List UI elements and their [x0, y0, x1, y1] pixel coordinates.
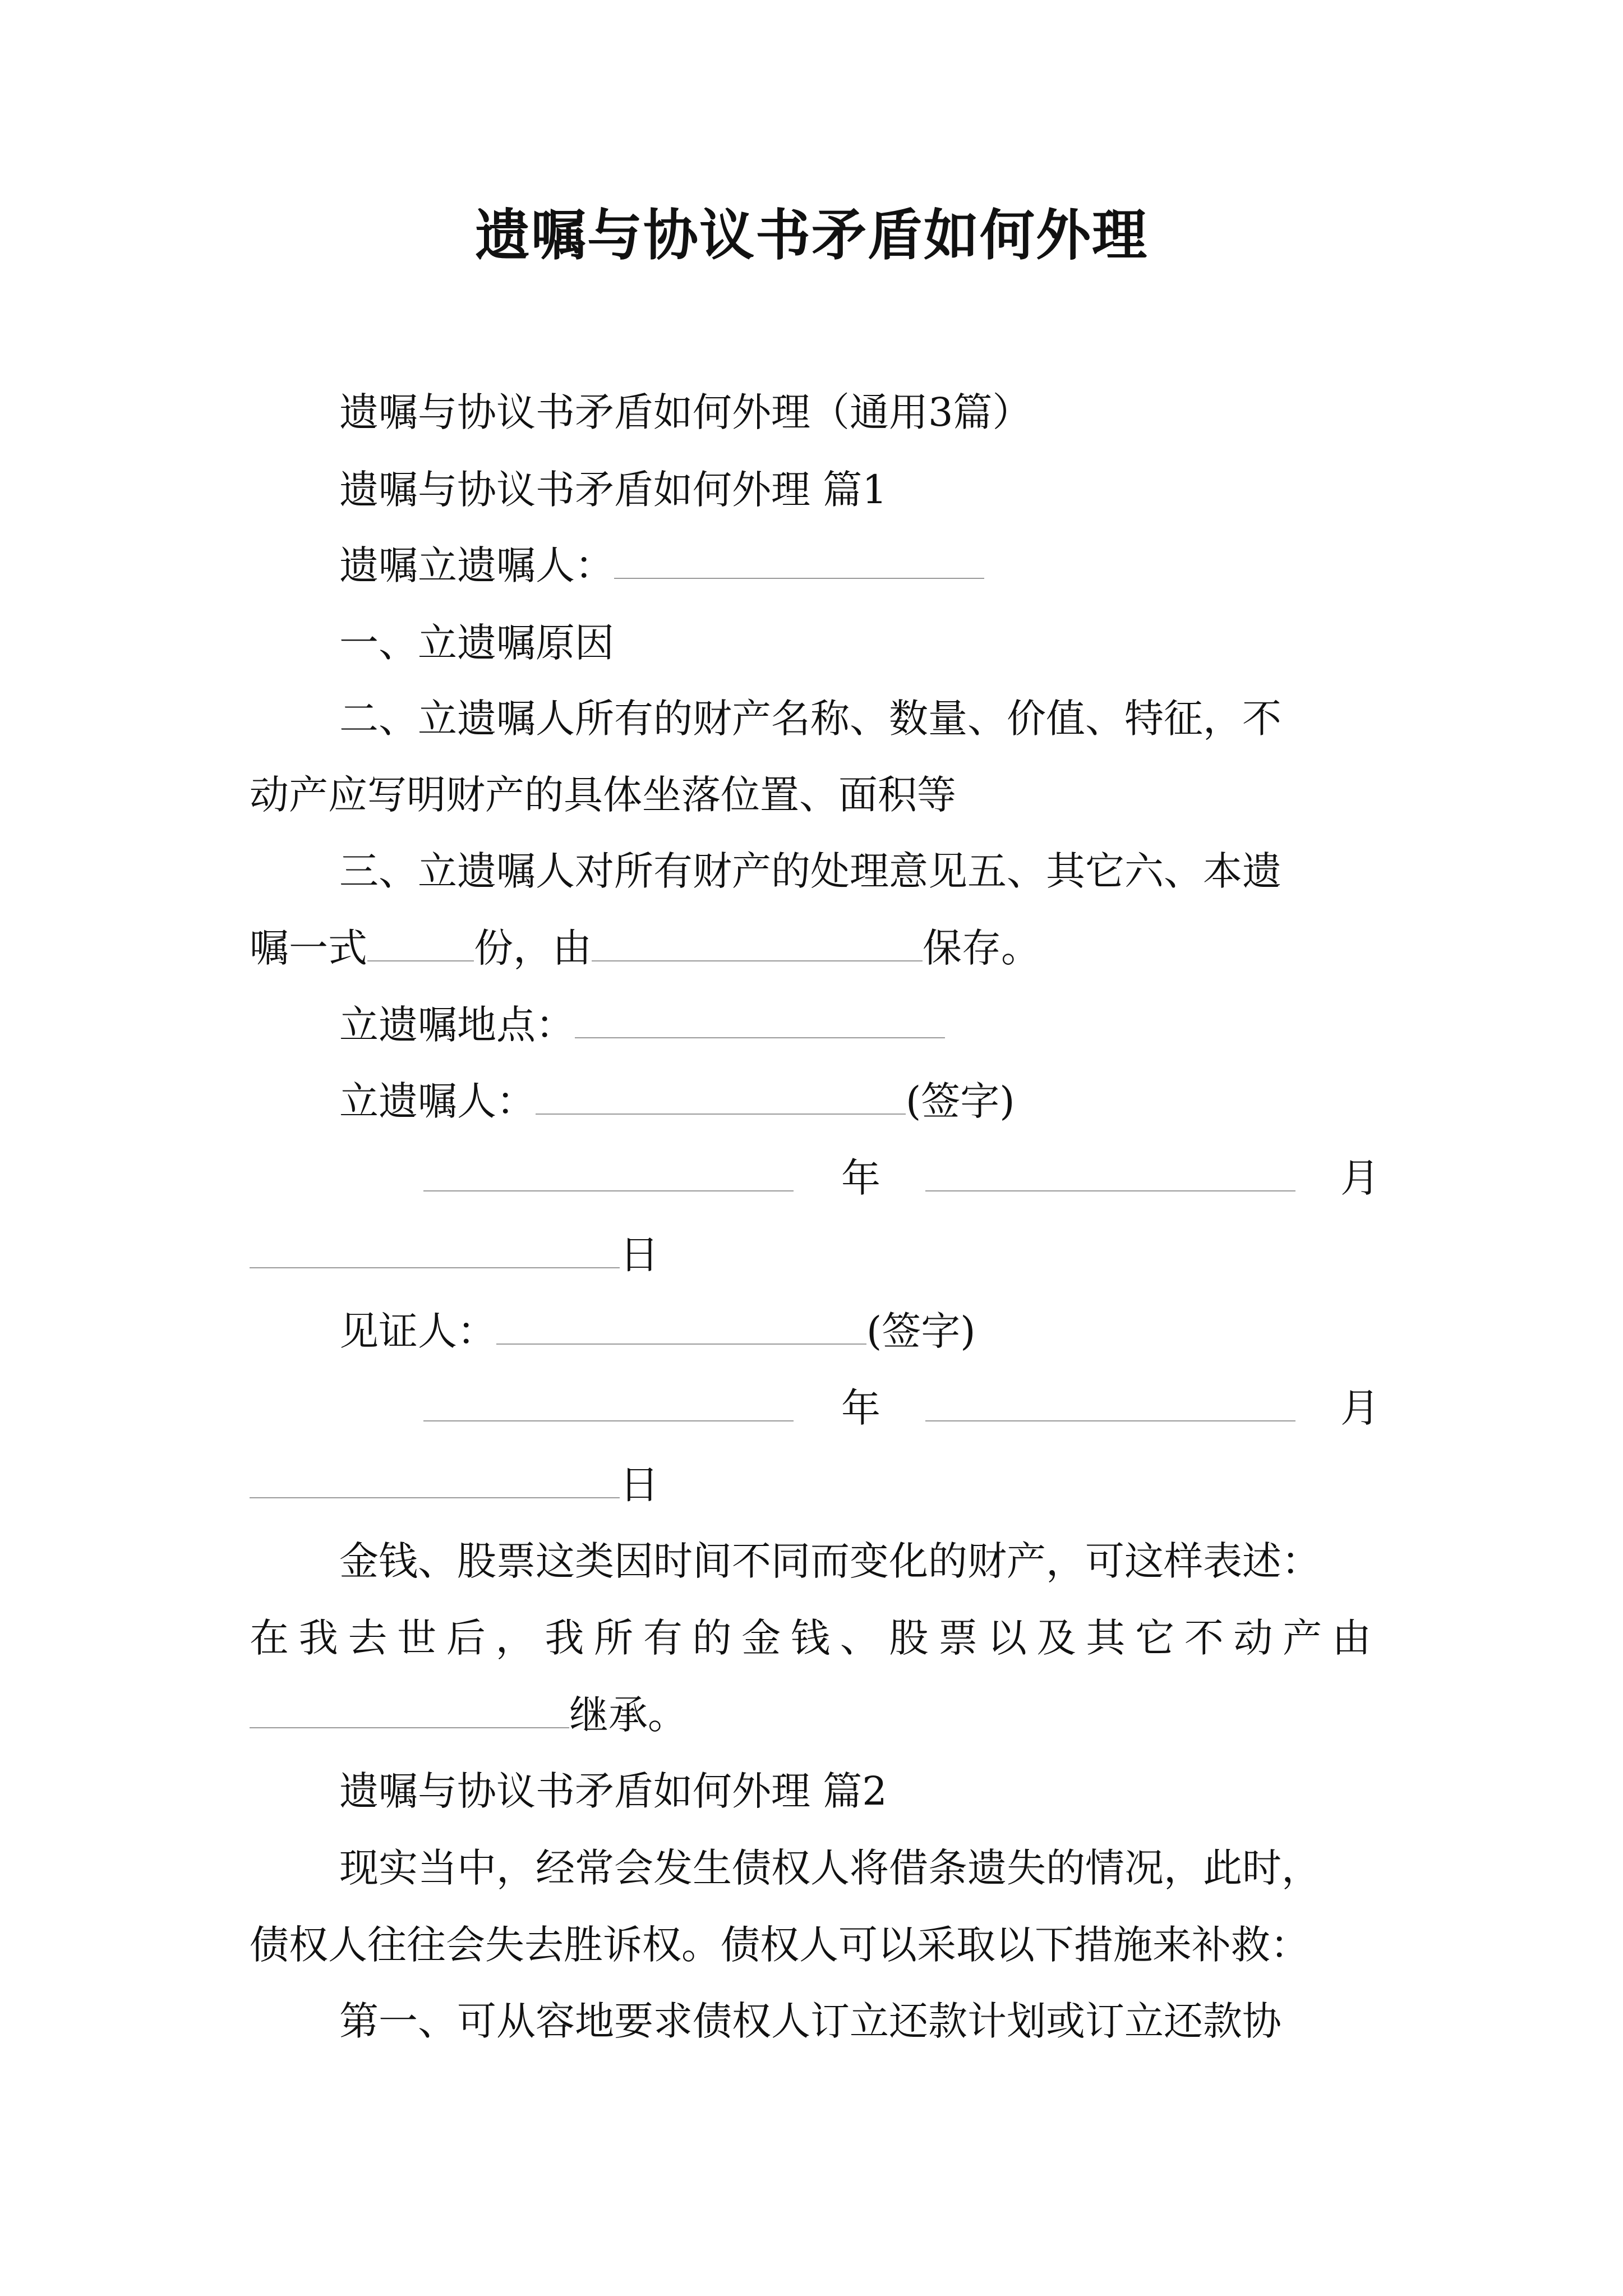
money-line-3	[250, 1687, 687, 1743]
money-line-1: 金钱、股票这类因时间不同而变化的财产，可这样表述：	[339, 1538, 1321, 1584]
testator-blank[interactable]	[614, 543, 984, 579]
signer-month-label: 月	[1340, 1155, 1380, 1201]
item-2-line-2: 动产应写明财产的具体坐落位置、面积等	[250, 772, 956, 818]
p2-line-2: 债权人往往会失去胜诉权。债权人可以采取以下措施来补救：	[250, 1922, 1310, 1968]
signer-month-blank[interactable]	[925, 1156, 1295, 1191]
signer-year-label: 年	[841, 1155, 880, 1201]
copies-blank[interactable]	[367, 926, 474, 961]
part2-heading: 遗嘱与协议书矛盾如何外理 篇2	[339, 1768, 887, 1814]
p3-line-1: 第一、可从容地要求债权人订立还款计划或订立还款协	[339, 1998, 1281, 2044]
witness-year-label: 年	[841, 1385, 880, 1431]
witness-month-label: 月	[1340, 1385, 1380, 1431]
part1-heading: 遗嘱与协议书矛盾如何外理 篇1	[339, 467, 887, 513]
witness-label: 见证人：	[339, 1308, 496, 1354]
item-1: 一、立遗嘱原因	[339, 620, 614, 666]
place-blank[interactable]	[575, 1002, 945, 1038]
heir-blank[interactable]	[250, 1692, 569, 1728]
signer-day-blank[interactable]	[250, 1232, 620, 1268]
keeper-blank[interactable]	[592, 926, 923, 961]
witness-month-blank[interactable]	[925, 1386, 1295, 1421]
signer-label: 立遗嘱人：	[339, 1078, 536, 1124]
signer-sign-note: (签字)	[906, 1078, 1015, 1124]
testator-line	[339, 537, 984, 593]
item-2-line-1: 二、立遗嘱人所有的财产名称、数量、价值、特征，不	[339, 696, 1281, 742]
witness-sign-note: (签字)	[866, 1308, 976, 1354]
testator-label: 遗嘱立遗嘱人：	[339, 542, 614, 588]
place-line	[339, 997, 945, 1053]
copies-mid: 份，由	[474, 925, 592, 971]
money-line-3-text: 继承。	[569, 1692, 687, 1738]
signer-date-year-blank-wrap	[423, 1150, 794, 1206]
copies-prefix: 嘱一式	[250, 925, 367, 971]
witness-year-blank[interactable]	[423, 1386, 794, 1421]
witness-date-year-blank-wrap	[423, 1380, 794, 1436]
witness-day-line	[250, 1457, 659, 1513]
signer-year-blank[interactable]	[423, 1156, 794, 1191]
copies-suffix: 保存。	[923, 925, 1040, 971]
item-3-line-1: 三、立遗嘱人对所有财产的处理意见五、其它六、本遗	[339, 848, 1281, 894]
signer-day-label: 日	[620, 1232, 659, 1278]
witness-day-blank[interactable]	[250, 1462, 620, 1498]
witness-line	[339, 1303, 976, 1359]
signer-blank[interactable]	[536, 1079, 906, 1115]
signer-line	[339, 1073, 1015, 1129]
witness-date-month-blank-wrap	[925, 1380, 1295, 1436]
subtitle: 遗嘱与协议书矛盾如何外理（通用3篇）	[339, 389, 1032, 435]
witness-blank[interactable]	[496, 1309, 866, 1345]
document-title: 遗嘱与协议书矛盾如何外理	[474, 203, 1148, 268]
signer-day-line	[250, 1227, 659, 1283]
p2-line-1: 现实当中，经常会发生债权人将借条遗失的情况，此时，	[339, 1845, 1321, 1891]
item-3-line-2	[250, 920, 1040, 976]
place-label: 立遗嘱地点：	[339, 1002, 575, 1048]
signer-date-month-blank-wrap	[925, 1150, 1295, 1206]
witness-day-label: 日	[620, 1462, 659, 1508]
money-line-2: 在我去世后，我所有的金钱、股票以及其它不动产由	[250, 1615, 1371, 1661]
